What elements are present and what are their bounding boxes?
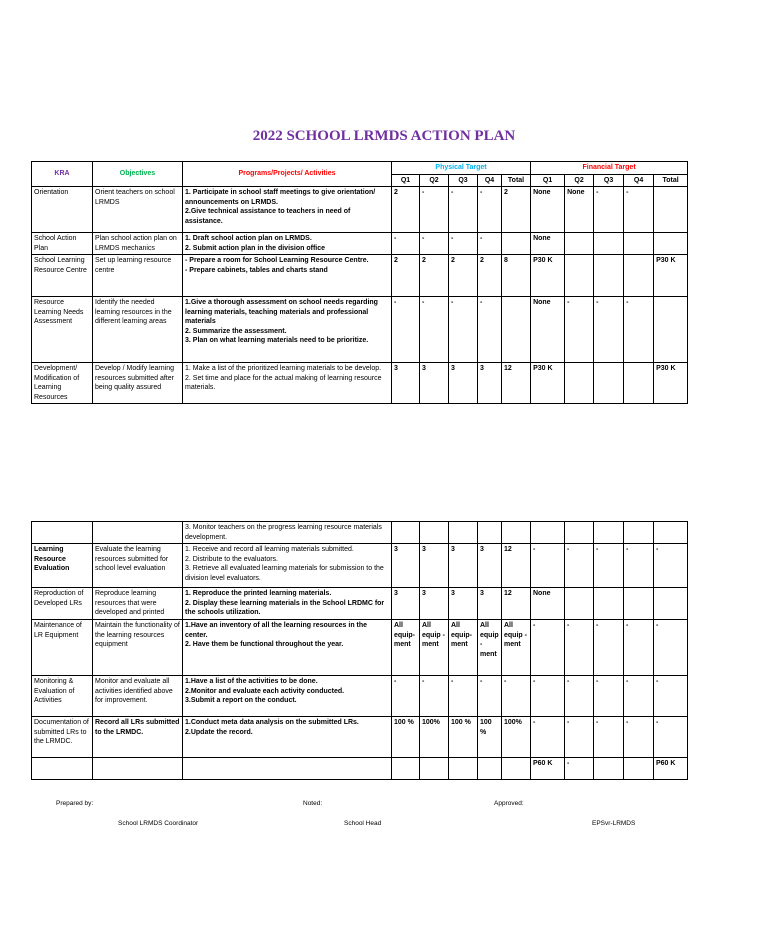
objective-cell bbox=[93, 522, 183, 544]
physical-target-cell: 3 bbox=[420, 363, 449, 404]
financial-target-cell bbox=[565, 363, 594, 404]
financial-target-cell bbox=[624, 522, 654, 544]
financial-target-cell bbox=[565, 588, 594, 620]
financial-target-cell: - bbox=[565, 676, 594, 717]
financial-target-cell bbox=[594, 233, 624, 255]
activity-line: 2. Set time and place for the actual making of learning resource materials. bbox=[185, 374, 382, 391]
header-p-q1: Q1 bbox=[392, 174, 420, 187]
objective-cell: Set up learning resource centre bbox=[93, 255, 183, 297]
kra-cell: Documentation of submitted LRs to the LRMDC. bbox=[32, 717, 93, 758]
physical-target-cell: 2 bbox=[478, 255, 502, 297]
activity-line: 1. Make a list of the prioritized learning materials to be develop. bbox=[185, 365, 382, 372]
physical-target-cell: - bbox=[478, 187, 502, 233]
financial-target-cell: - bbox=[565, 758, 594, 780]
physical-target-cell: 100 % bbox=[449, 717, 478, 758]
header-f-q2: Q2 bbox=[565, 174, 594, 187]
financial-target-cell: None bbox=[531, 588, 565, 620]
physical-target-cell: 2 bbox=[392, 255, 420, 297]
physical-target-cell: 3 bbox=[449, 363, 478, 404]
header-f-total: Total bbox=[654, 174, 688, 187]
physical-target-cell bbox=[478, 758, 502, 780]
activity-line: 3. Retrieve all evaluated learning materials for submission to the division level evaluators. bbox=[185, 565, 384, 582]
physical-target-cell bbox=[420, 758, 449, 780]
physical-target-cell: 3 bbox=[392, 363, 420, 404]
financial-target-cell: P30 K bbox=[531, 255, 565, 297]
financial-target-cell bbox=[594, 588, 624, 620]
physical-target-cell: 3 bbox=[478, 588, 502, 620]
page-title: 2022 SCHOOL LRMDS ACTION PLAN bbox=[252, 128, 516, 144]
activity-line: 2. Display these learning materials in the School LRDMC for the schools utilization. bbox=[185, 599, 385, 616]
physical-target-cell bbox=[449, 522, 478, 544]
financial-target-cell: - bbox=[594, 297, 624, 363]
physical-target-cell: 8 bbox=[502, 255, 531, 297]
activity-line: 1.Have a list of the activities to be done. bbox=[185, 678, 318, 685]
financial-target-cell: - bbox=[594, 544, 624, 588]
kra-cell: School Learning Resource Centre bbox=[32, 255, 93, 297]
financial-target-cell: - bbox=[624, 544, 654, 588]
physical-target-cell: 100% bbox=[502, 717, 531, 758]
financial-target-cell: None bbox=[565, 187, 594, 233]
programs-cell bbox=[183, 588, 392, 620]
physical-target-cell: 3 bbox=[449, 544, 478, 588]
physical-target-cell bbox=[392, 522, 420, 544]
financial-target-cell bbox=[654, 522, 688, 544]
financial-target-cell: - bbox=[565, 297, 594, 363]
financial-target-cell bbox=[565, 233, 594, 255]
noted-label: Noted: bbox=[303, 800, 323, 807]
table-row bbox=[32, 187, 688, 233]
physical-target-cell: All equip -ment bbox=[502, 620, 531, 676]
physical-target-cell: 3 bbox=[420, 588, 449, 620]
physical-target-cell: - bbox=[449, 233, 478, 255]
physical-target-cell: All equip-ment bbox=[478, 620, 502, 676]
physical-target-cell: 100 % bbox=[392, 717, 420, 758]
activity-line: 1. Reproduce the printed learning materials. bbox=[185, 590, 332, 597]
financial-target-cell bbox=[654, 233, 688, 255]
financial-target-cell bbox=[531, 522, 565, 544]
physical-target-cell: 2 bbox=[449, 255, 478, 297]
header-p-q2: Q2 bbox=[420, 174, 449, 187]
financial-target-cell: - bbox=[565, 717, 594, 758]
financial-target-cell: None bbox=[531, 297, 565, 363]
physical-target-cell bbox=[502, 297, 531, 363]
physical-target-cell: 2 bbox=[392, 187, 420, 233]
financial-target-cell: - bbox=[594, 620, 624, 676]
financial-target-cell: None bbox=[531, 187, 565, 233]
physical-target-cell: - bbox=[420, 676, 449, 717]
objective-cell: Evaluate the learning resources submitted for school level evaluation bbox=[93, 544, 183, 588]
coordinator-signatory: School LRMDS Coordinator bbox=[118, 820, 199, 827]
table-row bbox=[32, 544, 688, 588]
physical-target-cell: All equip-ment bbox=[449, 620, 478, 676]
physical-target-cell: All equip -ment bbox=[420, 620, 449, 676]
financial-target-cell bbox=[594, 522, 624, 544]
activity-line: 1. Receive and record all learning materials submitted. bbox=[185, 546, 354, 553]
physical-target-cell: All equip-ment bbox=[392, 620, 420, 676]
physical-target-cell: 3 bbox=[392, 588, 420, 620]
physical-target-cell bbox=[478, 522, 502, 544]
physical-target-cell: - bbox=[502, 676, 531, 717]
programs-cell bbox=[183, 676, 392, 717]
activity-line: 3.Submit a report on the conduct. bbox=[185, 697, 297, 704]
table-row bbox=[32, 758, 688, 780]
financial-target-cell bbox=[624, 758, 654, 780]
kra-cell: Monitoring & Evaluation of Activities bbox=[32, 676, 93, 717]
financial-target-cell: - bbox=[624, 717, 654, 758]
activity-line: 3. Plan on what learning materials need to be prioritize. bbox=[185, 337, 369, 344]
programs-cell bbox=[183, 297, 392, 363]
financial-target-cell: - bbox=[531, 676, 565, 717]
physical-target-cell bbox=[420, 522, 449, 544]
objective-cell: Develop / Modify learning resources submitted after being quality assured bbox=[93, 363, 183, 404]
financial-target-cell: - bbox=[624, 297, 654, 363]
financial-target-cell: - bbox=[565, 544, 594, 588]
activity-line: 2. Have them be functional throughout the year. bbox=[185, 641, 344, 648]
programs-cell bbox=[183, 620, 392, 676]
financial-target-cell: P60 K bbox=[531, 758, 565, 780]
table-row bbox=[32, 233, 688, 255]
physical-target-cell: 3 bbox=[478, 363, 502, 404]
programs-cell bbox=[183, 363, 392, 404]
activity-line: - Prepare cabinets, tables and charts stand bbox=[185, 266, 328, 274]
kra-cell: Orientation bbox=[32, 187, 93, 233]
programs-cell bbox=[183, 758, 392, 780]
financial-target-cell: - bbox=[624, 676, 654, 717]
eps-signatory: EPSvr-LRMDS bbox=[592, 820, 636, 827]
physical-target-cell: 12 bbox=[502, 363, 531, 404]
objective-cell: Monitor and evaluate all activities identified above for improvement. bbox=[93, 676, 183, 717]
physical-target-cell bbox=[392, 758, 420, 780]
kra-cell bbox=[32, 522, 93, 544]
financial-target-cell: - bbox=[594, 676, 624, 717]
physical-target-cell: - bbox=[392, 233, 420, 255]
header-p-total: Total bbox=[502, 174, 531, 187]
physical-target-cell: - bbox=[420, 233, 449, 255]
school-head-signatory: School Head bbox=[344, 820, 382, 827]
physical-target-cell: - bbox=[478, 297, 502, 363]
physical-target-cell: 2 bbox=[420, 255, 449, 297]
financial-target-cell: None bbox=[531, 233, 565, 255]
physical-target-cell: - bbox=[420, 187, 449, 233]
header-f-q3: Q3 bbox=[594, 174, 624, 187]
financial-target-cell bbox=[594, 363, 624, 404]
financial-target-cell: - bbox=[624, 187, 654, 233]
activity-line: 1. Participate in school staff meetings to give orientation/ announcements on LRMDS. bbox=[185, 189, 376, 206]
financial-target-cell bbox=[565, 522, 594, 544]
header-f-q4: Q4 bbox=[624, 174, 654, 187]
physical-target-cell: 3 bbox=[420, 544, 449, 588]
kra-cell: School Action Plan bbox=[32, 233, 93, 255]
table-row bbox=[32, 620, 688, 676]
header-f-q1: Q1 bbox=[531, 174, 565, 187]
programs-cell bbox=[183, 187, 392, 233]
financial-target-cell: - bbox=[531, 544, 565, 588]
header-financial-target: Financial Target bbox=[531, 162, 688, 175]
objective-cell: Record all LRs submitted to the LRMDC. bbox=[93, 717, 183, 758]
physical-target-cell bbox=[502, 758, 531, 780]
physical-target-cell: 12 bbox=[502, 544, 531, 588]
activity-line: 2.Update the record. bbox=[185, 728, 253, 736]
objective-cell bbox=[93, 758, 183, 780]
financial-target-cell bbox=[594, 255, 624, 297]
physical-target-cell: - bbox=[420, 297, 449, 363]
physical-target-cell: 100% bbox=[420, 717, 449, 758]
table-row bbox=[32, 297, 688, 363]
approved-label: Approved: bbox=[494, 800, 524, 807]
physical-target-cell bbox=[502, 233, 531, 255]
activity-line: - Prepare a room for School Learning Resource Centre. bbox=[185, 257, 369, 264]
financial-target-cell bbox=[624, 233, 654, 255]
activity-line: 2. Distribute to the evaluators. bbox=[185, 555, 278, 563]
header-objectives: Objectives bbox=[93, 162, 183, 187]
kra-cell: Maintenance of LR Equipment bbox=[32, 620, 93, 676]
programs-cell bbox=[183, 717, 392, 758]
objective-cell: Identify the needed learning resources in the different learning areas bbox=[93, 297, 183, 363]
financial-target-cell bbox=[654, 297, 688, 363]
kra-cell: Learning Resource Evaluation bbox=[32, 544, 93, 588]
header-physical-target: Physical Target bbox=[392, 162, 531, 175]
table-row bbox=[32, 717, 688, 758]
header-p-q4: Q4 bbox=[478, 174, 502, 187]
table-row bbox=[32, 588, 688, 620]
activity-line: 2.Monitor and evaluate each activity conducted. bbox=[185, 687, 345, 695]
action-plan-table-page1 bbox=[31, 161, 688, 404]
financial-target-cell: P60 K bbox=[654, 758, 688, 780]
physical-target-cell: - bbox=[449, 187, 478, 233]
financial-target-cell bbox=[654, 588, 688, 620]
physical-target-cell: - bbox=[478, 676, 502, 717]
prepared-by-label: Prepared by: bbox=[56, 800, 94, 807]
financial-target-cell: - bbox=[594, 187, 624, 233]
physical-target-cell: - bbox=[478, 233, 502, 255]
header-programs: Programs/Projects/ Activities bbox=[183, 162, 392, 187]
activity-line: 2. Submit action plan in the division office bbox=[185, 244, 326, 252]
activity-line: 1.Conduct meta data analysis on the submitted LRs. bbox=[185, 719, 359, 726]
physical-target-cell: 3 bbox=[478, 544, 502, 588]
financial-target-cell: - bbox=[654, 620, 688, 676]
financial-target-cell: - bbox=[654, 676, 688, 717]
activity-line: 1.Have an inventory of all the learning resources in the center. bbox=[185, 622, 368, 639]
physical-target-cell: 3 bbox=[449, 588, 478, 620]
kra-cell: Development/ Modification of Learning Resources bbox=[32, 363, 93, 404]
kra-cell: Reproduction of Developed LRs bbox=[32, 588, 93, 620]
physical-target-cell: 3 bbox=[392, 544, 420, 588]
programs-cell bbox=[183, 522, 392, 544]
financial-target-cell: P30 K bbox=[654, 363, 688, 404]
physical-target-cell: - bbox=[392, 297, 420, 363]
physical-target-cell bbox=[449, 758, 478, 780]
physical-target-cell: 100 % bbox=[478, 717, 502, 758]
header-p-q3: Q3 bbox=[449, 174, 478, 187]
table-row bbox=[32, 255, 688, 297]
physical-target-cell: 2 bbox=[502, 187, 531, 233]
objective-cell: Orient teachers on school LRMDS bbox=[93, 187, 183, 233]
physical-target-cell: - bbox=[449, 297, 478, 363]
table-row bbox=[32, 676, 688, 717]
financial-target-cell bbox=[624, 255, 654, 297]
financial-target-cell bbox=[565, 255, 594, 297]
financial-target-cell: - bbox=[594, 717, 624, 758]
financial-target-cell: P30 K bbox=[654, 255, 688, 297]
action-plan-table-page2 bbox=[31, 521, 688, 780]
financial-target-cell bbox=[654, 187, 688, 233]
physical-target-cell: - bbox=[392, 676, 420, 717]
financial-target-cell bbox=[624, 363, 654, 404]
header-kra: KRA bbox=[32, 162, 93, 187]
programs-cell bbox=[183, 233, 392, 255]
activity-line: 2.Give technical assistance to teachers in need of assistance. bbox=[185, 208, 351, 225]
financial-target-cell: - bbox=[531, 620, 565, 676]
activity-line: 1.Give a thorough assessment on school needs regarding learning materials, teaching materials and professional materials bbox=[185, 299, 378, 325]
financial-target-cell: P30 K bbox=[531, 363, 565, 404]
financial-target-cell: - bbox=[565, 620, 594, 676]
financial-target-cell bbox=[594, 758, 624, 780]
activity-line: 1. Draft school action plan on LRMDS. bbox=[185, 235, 312, 242]
physical-target-cell bbox=[502, 522, 531, 544]
financial-target-cell: - bbox=[654, 717, 688, 758]
financial-target-cell bbox=[624, 588, 654, 620]
financial-target-cell: - bbox=[624, 620, 654, 676]
table-row bbox=[32, 363, 688, 404]
physical-target-cell: - bbox=[449, 676, 478, 717]
table-row bbox=[32, 522, 688, 544]
programs-cell bbox=[183, 544, 392, 588]
programs-cell bbox=[183, 255, 392, 297]
financial-target-cell: - bbox=[654, 544, 688, 588]
kra-cell bbox=[32, 758, 93, 780]
physical-target-cell: 12 bbox=[502, 588, 531, 620]
kra-cell: Resource Learning Needs Assessment bbox=[32, 297, 93, 363]
activity-line: 3. Monitor teachers on the progress learning resource materials development. bbox=[185, 524, 382, 541]
activity-line: 2. Summarize the assessment. bbox=[185, 327, 287, 335]
objective-cell: Reproduce learning resources that were developed and printed bbox=[93, 588, 183, 620]
objective-cell: Plan school action plan on LRMDS mechanics bbox=[93, 233, 183, 255]
financial-target-cell: - bbox=[531, 717, 565, 758]
objective-cell: Maintain the functionality of the learning resources equipment bbox=[93, 620, 183, 676]
